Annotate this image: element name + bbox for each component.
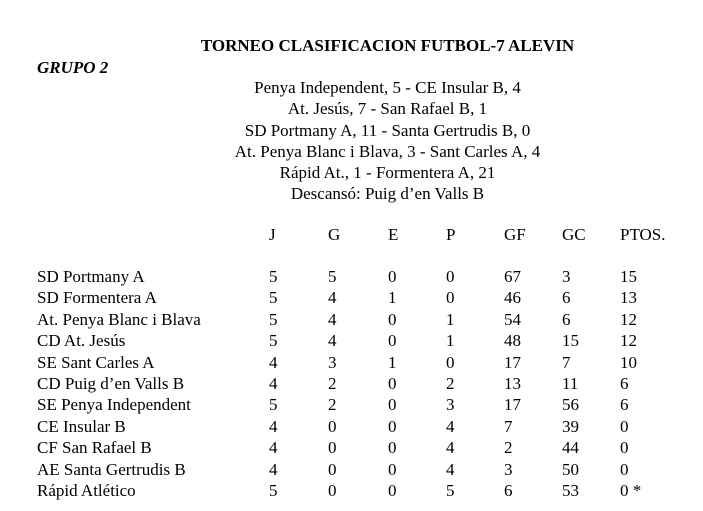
goals-against-value: 6 [562,309,571,329]
team-name: CD At. Jesús [37,331,126,351]
match-results [0,77,703,205]
won-value: 5 [328,267,337,286]
standings-row [0,394,703,415]
goals-against-value: 44 [562,438,579,458]
points-value: 0 * [620,480,642,500]
match-result: At. Jesús, 7 - San Rafael B, 1 [287,99,488,119]
lost-value: 4 [446,416,455,436]
drawn-value: 0 [388,438,397,458]
lost-value: 4 [446,438,455,458]
won-value: 2 [328,373,337,393]
drawn-value: 1 [388,352,397,372]
goals-against-value: 6 [562,288,571,308]
drawn-value: 0 [388,459,397,479]
lost-value: 1 [446,309,455,329]
goals-against-value: 11 [562,373,579,393]
lost-value: 2 [446,373,455,393]
standings-row [0,352,703,373]
goals-for-value: 13 [504,373,521,393]
standings-row [0,266,703,287]
standings-header-row [0,225,703,247]
lost-value: 0 [446,267,455,286]
header-lost: P [446,225,456,244]
points-value: 6 [620,395,629,415]
lost-value: 5 [446,480,455,500]
drawn-value: 0 [388,480,397,500]
lost-value: 3 [446,395,455,415]
lost-value: 0 [446,352,455,372]
points-value: 12 [620,309,637,329]
played-value: 5 [269,267,278,286]
won-value: 4 [328,309,337,329]
played-value: 4 [269,459,278,479]
standings-row [0,330,703,351]
points-value: 0 [620,459,629,479]
goals-for-value: 67 [504,267,521,286]
won-value: 3 [328,352,337,372]
drawn-value: 0 [388,416,397,436]
header-played: J [269,225,276,244]
goals-for-value: 54 [504,309,521,329]
drawn-value: 0 [388,309,397,329]
standings-row [0,373,703,394]
won-value: 4 [328,288,337,308]
points-value: 15 [620,267,637,286]
points-value: 0 [620,416,629,436]
won-value: 0 [328,459,337,479]
won-value: 0 [328,416,337,436]
goals-against-value: 7 [562,352,571,372]
team-name: At. Penya Blanc i Blava [37,309,201,329]
document-title: TORNEO CLASIFICACION FUTBOL-7 ALEVIN [200,36,575,55]
team-name: Rápid Atlético [37,480,136,500]
goals-for-value: 17 [504,352,521,372]
standings-row [0,459,703,480]
goals-against-value: 56 [562,395,579,415]
drawn-value: 0 [388,373,397,393]
played-value: 5 [269,395,278,415]
points-value: 6 [620,373,629,393]
header-drawn: E [388,225,399,244]
goals-for-value: 48 [504,331,521,351]
played-value: 4 [269,352,278,372]
points-value: 12 [620,331,637,351]
goals-for-value: 17 [504,395,521,415]
lost-value: 0 [446,288,455,308]
goals-against-value: 15 [562,331,579,351]
won-value: 0 [328,480,337,500]
team-name: SD Formentera A [37,288,157,308]
won-value: 2 [328,395,337,415]
match-result: Penya Independent, 5 - CE Insular B, 4 [254,78,521,97]
header-won: G [328,225,341,244]
drawn-value: 0 [388,395,397,415]
played-value: 4 [269,438,278,458]
team-name: CD Puig d’en Valls B [37,373,185,393]
team-name: AE Santa Gertrudis B [37,459,186,479]
goals-against-value: 53 [562,480,579,500]
team-name: SE Penya Independent [37,395,191,415]
standings-table [0,266,703,501]
points-value: 0 [620,438,629,458]
standings-row [0,416,703,437]
drawn-value: 0 [388,267,397,286]
match-result: At. Penya Blanc i Blava, 3 - Sant Carles A, 4 [234,141,541,161]
header-points: PTOS. [620,225,666,244]
standings-row [0,287,703,308]
goals-against-value: 50 [562,459,579,479]
header-goals-for: GF [504,225,526,244]
goals-for-value: 6 [504,480,513,500]
played-value: 4 [269,373,278,393]
won-value: 4 [328,331,337,351]
goals-against-value: 3 [562,267,571,286]
standings-row [0,309,703,330]
drawn-value: 1 [388,288,397,308]
team-name: CF San Rafael B [37,438,152,458]
match-result: SD Portmany A, 11 - Santa Gertrudis B, 0 [244,120,531,140]
won-value: 0 [328,438,337,458]
goals-for-value: 2 [504,438,513,458]
goals-against-value: 39 [562,416,579,436]
match-result: Rápid At., 1 - Formentera A, 21 [279,163,496,183]
team-name: SD Portmany A [37,267,145,286]
goals-for-value: 3 [504,459,513,479]
played-value: 5 [269,309,278,329]
played-value: 4 [269,416,278,436]
team-name: SE Sant Carles A [37,352,155,372]
bye-note: Descansó: Puig d’en Valls B [290,184,485,204]
lost-value: 1 [446,331,455,351]
drawn-value: 0 [388,331,397,351]
header-goals-against: GC [562,225,586,244]
goals-for-value: 7 [504,416,513,436]
group-heading: GRUPO 2 [37,58,109,77]
goals-for-value: 46 [504,288,521,308]
team-name: CE Insular B [37,416,126,436]
played-value: 5 [269,288,278,308]
lost-value: 4 [446,459,455,479]
played-value: 5 [269,480,278,500]
standings-row [0,437,703,458]
points-value: 10 [620,352,637,372]
played-value: 5 [269,331,278,351]
points-value: 13 [620,288,637,308]
standings-row [0,480,703,501]
